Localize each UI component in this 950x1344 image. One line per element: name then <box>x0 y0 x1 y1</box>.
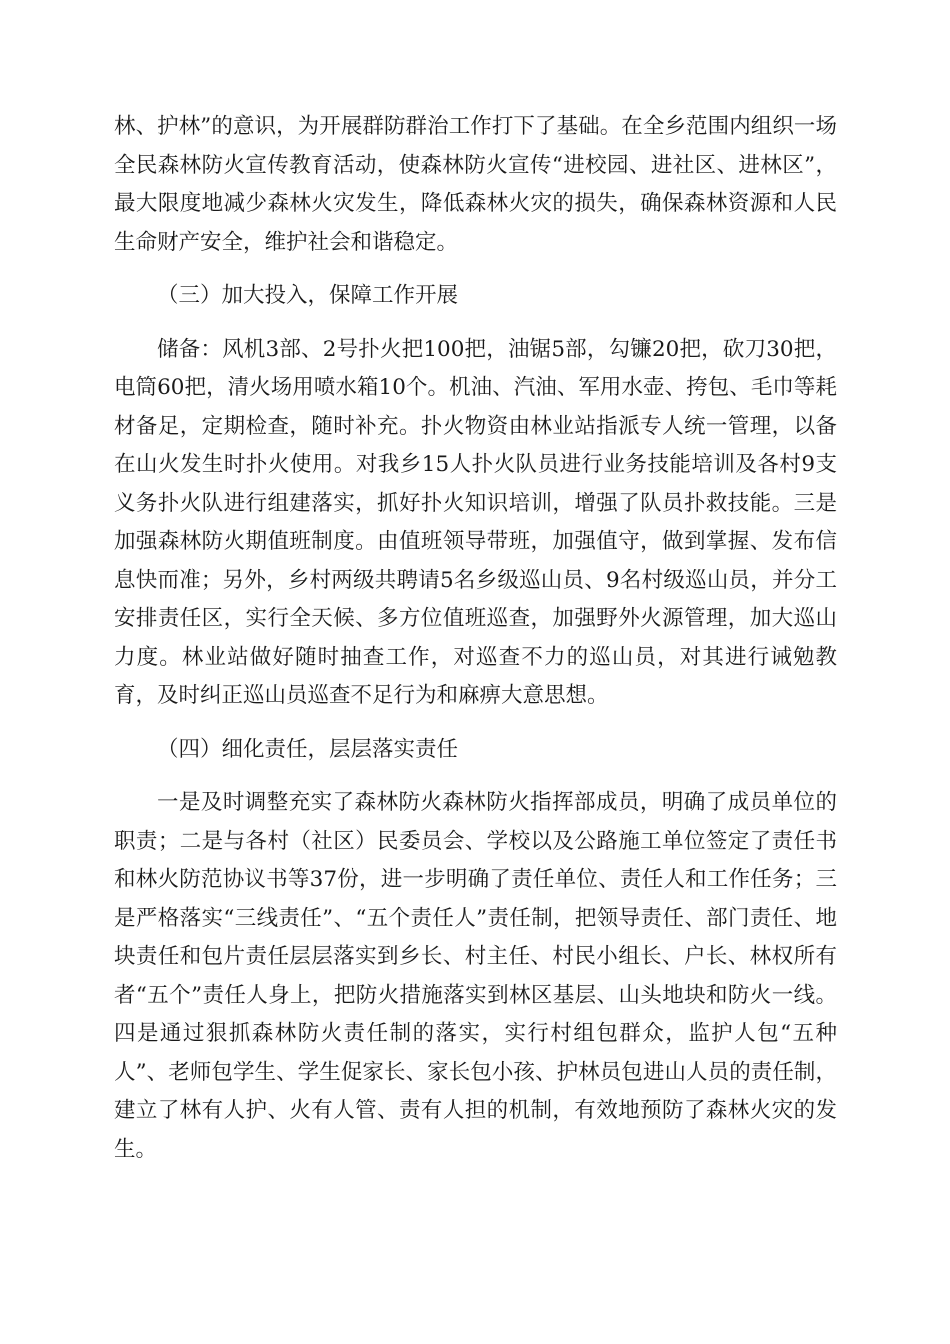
paragraph-gap <box>114 716 837 731</box>
section-heading-4: （四）细化责任，层层落实责任 <box>157 736 459 762</box>
paragraph-continuation: 林、护林”的意识，为开展群防群治工作打下了基础。在全乡范围内组织一场全民森林防火宣传教育活动，使森林防火宣传“进校园、进社区、进林区”，最大限度地减少森林火灾发生，降低森林火灾的损失，确保森林资源和人民生命财产安全，维护社会和谐稳定。 <box>114 114 837 255</box>
paragraph-gap <box>114 262 837 277</box>
section-heading-3: （三）加大投入，保障工作开展 <box>157 283 459 308</box>
paragraph-gap <box>114 316 837 331</box>
document-page <box>114 108 837 1169</box>
paragraph-responsibility: 一是及时调整充实了森林防火森林防火指挥部成员，明确了成员单位的职责；二是与各村（社区）民委员会、学校以及公路施工单位签定了责任书和林火防范协议书等37份，进一步明确了责任单位、责任人和工作任务；三是严格落实“三线责任”、“五个责任人”责任制，把领导责任、部门责任、地块责任和包片责任层层落实到乡长、村主任、村民小组长、户长、林权所有者“五个”责任人身上，把防火措施落实到林区基层、山头地块和防火一线。四是通过狠抓森林防火责任制的落实，实行村组包群众，监护人包“五种人”、老师包学生、学生促家长、家长包小孩、护林员包进山人员的责任制，建立了林有人护、火有人管、责有人担的机制，有效地预防了森林火灾的发生。 <box>114 790 837 1162</box>
paragraph-gap <box>114 769 837 784</box>
paragraph-investment: 储备：风机3部、2号扑火把100把，油锯5部，勾镰20把，砍刀30把，电筒60把，清火场用喷水箱10个。机油、汽油、军用水壶、挎包、毛巾等耗材备足，定期检查，随时补充。扑火物资由林业站指派专人统一管理，以备在山火发生时扑火使用。对我乡15人扑火队员进行业务技能培训及各村9支义务扑火队进行组建落实，抓好扑火知识培训，增强了队员扑救技能。三是加强森林防火期值班制度。由值班领导带班，加强值守，做到掌握、发布信息快而准；另外，乡村两级共聘请5名乡级巡山员、9名村级巡山员，并分工安排责任区，实行全天候、多方位值班巡查，加强野外火源管理，加大巡山力度。林业站做好随时抽查工作，对巡查不力的巡山员，对其进行诫勉教育，及时纠正巡山员巡查不足行为和麻痹大意思想。 <box>114 336 837 708</box>
